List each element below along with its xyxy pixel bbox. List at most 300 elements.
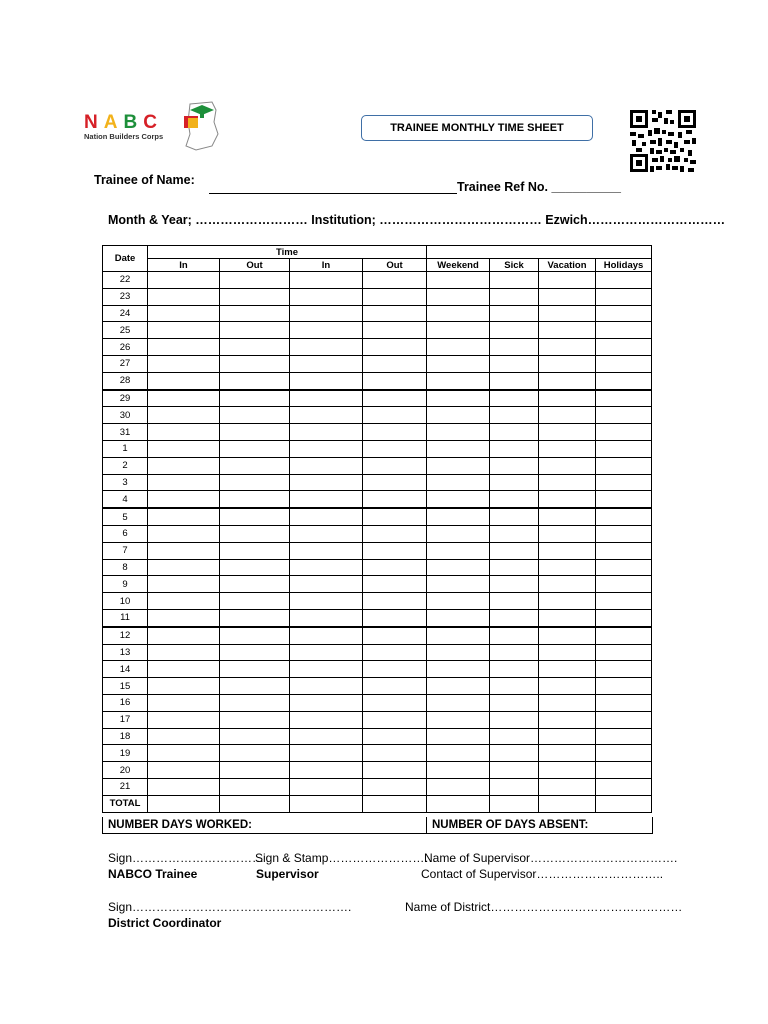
entry-cell[interactable]: [220, 457, 290, 474]
date-cell: 12: [103, 627, 148, 644]
entry-cell[interactable]: [490, 525, 539, 542]
entry-cell[interactable]: [427, 745, 490, 762]
entry-cell[interactable]: [427, 322, 490, 339]
table-row: [103, 474, 652, 491]
entry-cell[interactable]: [363, 305, 427, 322]
entry-cell[interactable]: [148, 424, 220, 441]
entry-cell[interactable]: [539, 407, 596, 424]
entry-cell[interactable]: [539, 525, 596, 542]
entry-cell[interactable]: [148, 355, 220, 372]
total-row: [103, 795, 652, 812]
entry-cell[interactable]: [290, 542, 363, 559]
entry-cell[interactable]: [539, 272, 596, 289]
entry-cell[interactable]: [539, 355, 596, 372]
entry-cell[interactable]: [427, 424, 490, 441]
entry-cell[interactable]: [220, 542, 290, 559]
entry-cell[interactable]: [427, 525, 490, 542]
entry-cell[interactable]: [290, 627, 363, 644]
entry-cell[interactable]: [427, 694, 490, 711]
entry-cell[interactable]: [148, 778, 220, 795]
col-out-2-header: Out: [363, 259, 427, 272]
entry-cell[interactable]: [539, 694, 596, 711]
entry-cell[interactable]: [148, 305, 220, 322]
entry-cell[interactable]: [148, 559, 220, 576]
entry-cell[interactable]: [220, 778, 290, 795]
district-name-line: Name of District…………………………………………: [405, 900, 683, 914]
entry-cell[interactable]: [220, 272, 290, 289]
entry-cell[interactable]: [363, 694, 427, 711]
entry-cell[interactable]: [427, 372, 490, 389]
entry-cell[interactable]: [148, 711, 220, 728]
entry-cell[interactable]: [363, 491, 427, 508]
entry-cell[interactable]: [596, 678, 652, 695]
date-cell: 22: [103, 272, 148, 289]
entry-cell[interactable]: [427, 457, 490, 474]
entry-cell[interactable]: [220, 661, 290, 678]
entry-cell[interactable]: [148, 795, 220, 812]
date-cell: 7: [103, 542, 148, 559]
entry-cell[interactable]: [363, 542, 427, 559]
entry-cell[interactable]: [596, 390, 652, 407]
entry-cell[interactable]: [490, 542, 539, 559]
entry-cell[interactable]: [539, 305, 596, 322]
entry-cell[interactable]: [148, 542, 220, 559]
entry-cell[interactable]: [220, 339, 290, 356]
entry-cell[interactable]: [539, 661, 596, 678]
entry-cell[interactable]: [290, 728, 363, 745]
logo-letter: C: [143, 112, 163, 133]
entry-cell[interactable]: [427, 542, 490, 559]
entry-cell[interactable]: [596, 525, 652, 542]
entry-cell[interactable]: [490, 778, 539, 795]
entry-cell[interactable]: [490, 711, 539, 728]
entry-cell[interactable]: [220, 762, 290, 779]
entry-cell[interactable]: [596, 762, 652, 779]
entry-cell[interactable]: [427, 678, 490, 695]
entry-cell[interactable]: [220, 795, 290, 812]
entry-cell[interactable]: [363, 457, 427, 474]
entry-cell[interactable]: [490, 272, 539, 289]
entry-cell[interactable]: [148, 593, 220, 610]
entry-cell[interactable]: [596, 508, 652, 525]
entry-cell[interactable]: [290, 609, 363, 626]
entry-cell[interactable]: [290, 745, 363, 762]
entry-cell[interactable]: [490, 372, 539, 389]
entry-cell[interactable]: [290, 491, 363, 508]
entry-cell[interactable]: [220, 711, 290, 728]
entry-cell[interactable]: [290, 288, 363, 305]
entry-cell[interactable]: [427, 593, 490, 610]
entry-cell[interactable]: [220, 372, 290, 389]
entry-cell[interactable]: [490, 728, 539, 745]
entry-cell[interactable]: [220, 525, 290, 542]
entry-cell[interactable]: [363, 424, 427, 441]
entry-cell[interactable]: [596, 661, 652, 678]
entry-cell[interactable]: [596, 407, 652, 424]
days-absent-label: NUMBER OF DAYS ABSENT:: [432, 819, 589, 831]
entry-cell[interactable]: [596, 542, 652, 559]
entry-cell[interactable]: [427, 305, 490, 322]
entry-cell[interactable]: [490, 795, 539, 812]
table-row: [103, 711, 652, 728]
entry-cell[interactable]: [596, 424, 652, 441]
entry-cell[interactable]: [490, 559, 539, 576]
entry-cell[interactable]: [427, 609, 490, 626]
entry-cell[interactable]: [490, 440, 539, 457]
entry-cell[interactable]: [363, 559, 427, 576]
entry-cell[interactable]: [490, 762, 539, 779]
entry-cell[interactable]: [363, 778, 427, 795]
entry-cell[interactable]: [363, 525, 427, 542]
entry-cell[interactable]: [220, 745, 290, 762]
entry-cell[interactable]: [148, 694, 220, 711]
table-row: [103, 678, 652, 695]
col-sick-header: Sick: [490, 259, 539, 272]
table-row: [103, 745, 652, 762]
entry-cell[interactable]: [490, 457, 539, 474]
entry-cell[interactable]: [539, 593, 596, 610]
entry-cell[interactable]: [290, 694, 363, 711]
entry-cell[interactable]: [490, 322, 539, 339]
entry-cell[interactable]: [220, 474, 290, 491]
entry-cell[interactable]: [490, 745, 539, 762]
entry-cell[interactable]: [490, 508, 539, 525]
entry-cell[interactable]: [427, 778, 490, 795]
entry-cell[interactable]: [490, 576, 539, 593]
entry-cell[interactable]: [363, 508, 427, 525]
entry-cell[interactable]: [148, 678, 220, 695]
entry-cell[interactable]: [539, 372, 596, 389]
entry-cell[interactable]: [148, 609, 220, 626]
entry-cell[interactable]: [363, 355, 427, 372]
entry-cell[interactable]: [220, 728, 290, 745]
entry-cell[interactable]: [290, 661, 363, 678]
entry-cell[interactable]: [290, 593, 363, 610]
entry-cell[interactable]: [363, 644, 427, 661]
entry-cell[interactable]: [490, 407, 539, 424]
entry-cell[interactable]: [596, 627, 652, 644]
entry-cell[interactable]: [596, 272, 652, 289]
entry-cell[interactable]: [148, 407, 220, 424]
entry-cell[interactable]: [148, 474, 220, 491]
entry-cell[interactable]: [220, 678, 290, 695]
entry-cell[interactable]: [220, 288, 290, 305]
entry-cell[interactable]: [363, 762, 427, 779]
entry-cell[interactable]: [490, 288, 539, 305]
entry-cell[interactable]: [220, 559, 290, 576]
entry-cell[interactable]: [290, 559, 363, 576]
entry-cell[interactable]: [148, 661, 220, 678]
entry-cell[interactable]: [290, 711, 363, 728]
entry-cell[interactable]: [539, 474, 596, 491]
supervisor-sign-stamp-line: Sign & Stamp………………………: [255, 851, 437, 865]
entry-cell[interactable]: [290, 424, 363, 441]
date-cell: 23: [103, 288, 148, 305]
entry-cell[interactable]: [290, 678, 363, 695]
date-cell: 31: [103, 424, 148, 441]
page-title: TRAINEE MONTHLY TIME SHEET: [361, 115, 593, 141]
entry-cell[interactable]: [290, 474, 363, 491]
entry-cell[interactable]: [290, 644, 363, 661]
table-row: [103, 491, 652, 508]
col-holidays-header: Holidays: [596, 259, 652, 272]
entry-cell[interactable]: [427, 627, 490, 644]
entry-cell[interactable]: [427, 762, 490, 779]
entry-cell[interactable]: [220, 593, 290, 610]
entry-cell[interactable]: [427, 644, 490, 661]
entry-cell[interactable]: [539, 644, 596, 661]
entry-cell[interactable]: [490, 644, 539, 661]
entry-cell[interactable]: [596, 559, 652, 576]
entry-cell[interactable]: [363, 322, 427, 339]
entry-cell[interactable]: [539, 390, 596, 407]
table-row: [103, 694, 652, 711]
entry-cell[interactable]: [148, 491, 220, 508]
entry-cell[interactable]: [290, 778, 363, 795]
entry-cell[interactable]: [596, 778, 652, 795]
entry-cell[interactable]: [539, 508, 596, 525]
entry-cell[interactable]: [539, 795, 596, 812]
entry-cell[interactable]: [539, 491, 596, 508]
entry-cell[interactable]: [148, 390, 220, 407]
entry-cell[interactable]: [148, 525, 220, 542]
supervisor-name-line: Name of Supervisor……………………………….: [424, 851, 678, 865]
entry-cell[interactable]: [290, 390, 363, 407]
entry-cell[interactable]: [490, 627, 539, 644]
entry-cell[interactable]: [148, 627, 220, 644]
entry-cell[interactable]: [596, 576, 652, 593]
entry-cell[interactable]: [539, 288, 596, 305]
entry-cell[interactable]: [427, 390, 490, 407]
entry-cell[interactable]: [596, 372, 652, 389]
entry-cell[interactable]: [596, 694, 652, 711]
entry-cell[interactable]: [427, 491, 490, 508]
table-row: [103, 372, 652, 389]
entry-cell[interactable]: [539, 339, 596, 356]
entry-cell[interactable]: [220, 440, 290, 457]
entry-cell[interactable]: [596, 457, 652, 474]
entry-cell[interactable]: [427, 576, 490, 593]
entry-cell[interactable]: [490, 305, 539, 322]
entry-cell[interactable]: [490, 678, 539, 695]
entry-cell[interactable]: [490, 424, 539, 441]
time-header: Time: [148, 246, 427, 259]
table-row: [103, 305, 652, 322]
entry-cell[interactable]: [596, 474, 652, 491]
entry-cell[interactable]: [596, 440, 652, 457]
entry-cell[interactable]: [596, 593, 652, 610]
entry-cell[interactable]: [363, 474, 427, 491]
entry-cell[interactable]: [363, 678, 427, 695]
entry-cell[interactable]: [427, 339, 490, 356]
entry-cell[interactable]: [539, 457, 596, 474]
table-subheader-row: [103, 259, 652, 272]
trainee-name-label: Trainee of Name:: [94, 173, 195, 187]
entry-cell[interactable]: [290, 272, 363, 289]
entry-cell[interactable]: [363, 407, 427, 424]
entry-cell[interactable]: [290, 407, 363, 424]
entry-cell[interactable]: [220, 508, 290, 525]
entry-cell[interactable]: [490, 593, 539, 610]
entry-cell[interactable]: [220, 305, 290, 322]
table-header-row: [103, 246, 652, 259]
entry-cell[interactable]: [596, 728, 652, 745]
entry-cell[interactable]: [427, 795, 490, 812]
entry-cell[interactable]: [596, 305, 652, 322]
date-cell: 15: [103, 678, 148, 695]
entry-cell[interactable]: [427, 407, 490, 424]
entry-cell[interactable]: [290, 322, 363, 339]
entry-cell[interactable]: [148, 440, 220, 457]
entry-cell[interactable]: [148, 457, 220, 474]
entry-cell[interactable]: [148, 322, 220, 339]
entry-cell[interactable]: [290, 508, 363, 525]
entry-cell[interactable]: [148, 372, 220, 389]
absence-header-blank: [427, 246, 652, 259]
entry-cell[interactable]: [363, 745, 427, 762]
entry-cell[interactable]: [427, 440, 490, 457]
entry-cell[interactable]: [539, 322, 596, 339]
entry-cell[interactable]: [220, 576, 290, 593]
col-weekend-header: Weekend: [427, 259, 490, 272]
entry-cell[interactable]: [596, 795, 652, 812]
entry-cell[interactable]: [220, 407, 290, 424]
entry-cell[interactable]: [596, 288, 652, 305]
date-cell: 8: [103, 559, 148, 576]
entry-cell[interactable]: [596, 644, 652, 661]
entry-cell[interactable]: [290, 795, 363, 812]
entry-cell[interactable]: [427, 272, 490, 289]
date-cell: 24: [103, 305, 148, 322]
entry-cell[interactable]: [363, 627, 427, 644]
entry-cell[interactable]: [220, 424, 290, 441]
entry-cell[interactable]: [539, 576, 596, 593]
summary-row: [102, 817, 653, 834]
entry-cell[interactable]: [539, 678, 596, 695]
entry-cell[interactable]: [363, 272, 427, 289]
entry-cell[interactable]: [427, 508, 490, 525]
entry-cell[interactable]: [363, 593, 427, 610]
entry-cell[interactable]: [490, 390, 539, 407]
entry-cell[interactable]: [363, 372, 427, 389]
logo-letter: A: [103, 112, 124, 133]
entry-cell[interactable]: [363, 576, 427, 593]
entry-cell[interactable]: [539, 762, 596, 779]
entry-cell[interactable]: [220, 694, 290, 711]
entry-cell[interactable]: [290, 576, 363, 593]
entry-cell[interactable]: [427, 661, 490, 678]
entry-cell[interactable]: [148, 762, 220, 779]
entry-cell[interactable]: [148, 576, 220, 593]
table-row: [103, 525, 652, 542]
entry-cell[interactable]: [596, 339, 652, 356]
entry-cell[interactable]: [148, 644, 220, 661]
entry-cell[interactable]: [490, 661, 539, 678]
entry-cell[interactable]: [539, 711, 596, 728]
entry-cell[interactable]: [290, 762, 363, 779]
total-label: TOTAL: [103, 795, 148, 812]
entry-cell[interactable]: [427, 711, 490, 728]
date-cell: 17: [103, 711, 148, 728]
entry-cell[interactable]: [148, 339, 220, 356]
entry-cell[interactable]: [363, 728, 427, 745]
entry-cell[interactable]: [539, 609, 596, 626]
entry-cell[interactable]: [148, 272, 220, 289]
entry-cell[interactable]: [363, 609, 427, 626]
entry-cell[interactable]: [427, 559, 490, 576]
trainee-sign-label: NABCO Trainee: [108, 867, 198, 881]
entry-cell[interactable]: [363, 440, 427, 457]
table-row: [103, 355, 652, 372]
entry-cell[interactable]: [148, 745, 220, 762]
entry-cell[interactable]: [363, 661, 427, 678]
entry-cell[interactable]: [290, 305, 363, 322]
entry-cell[interactable]: [539, 728, 596, 745]
logo-subtitle: Nation Builders Corps: [84, 132, 164, 141]
date-cell: 9: [103, 576, 148, 593]
entry-cell[interactable]: [596, 322, 652, 339]
entry-cell[interactable]: [539, 424, 596, 441]
date-cell: 30: [103, 407, 148, 424]
entry-cell[interactable]: [363, 711, 427, 728]
entry-cell[interactable]: [363, 390, 427, 407]
entry-cell[interactable]: [363, 339, 427, 356]
entry-cell[interactable]: [490, 609, 539, 626]
entry-cell[interactable]: [539, 440, 596, 457]
entry-cell[interactable]: [596, 745, 652, 762]
entry-cell[interactable]: [596, 491, 652, 508]
entry-cell[interactable]: [490, 339, 539, 356]
entry-cell[interactable]: [220, 322, 290, 339]
entry-cell[interactable]: [490, 694, 539, 711]
entry-cell[interactable]: [596, 711, 652, 728]
entry-cell[interactable]: [490, 474, 539, 491]
entry-cell[interactable]: [148, 508, 220, 525]
entry-cell[interactable]: [596, 355, 652, 372]
entry-cell[interactable]: [427, 474, 490, 491]
entry-cell[interactable]: [539, 559, 596, 576]
entry-cell[interactable]: [539, 627, 596, 644]
entry-cell[interactable]: [220, 491, 290, 508]
entry-cell[interactable]: [363, 288, 427, 305]
trainee-name-field[interactable]: [209, 193, 457, 194]
entry-cell[interactable]: [148, 728, 220, 745]
entry-cell[interactable]: [220, 627, 290, 644]
entry-cell[interactable]: [290, 457, 363, 474]
entry-cell[interactable]: [427, 288, 490, 305]
table-row: [103, 778, 652, 795]
entry-cell[interactable]: [220, 355, 290, 372]
entry-cell[interactable]: [427, 355, 490, 372]
entry-cell[interactable]: [290, 525, 363, 542]
entry-cell[interactable]: [290, 339, 363, 356]
entry-cell[interactable]: [220, 644, 290, 661]
entry-cell[interactable]: [539, 778, 596, 795]
entry-cell[interactable]: [539, 542, 596, 559]
entry-cell[interactable]: [596, 609, 652, 626]
entry-cell[interactable]: [290, 372, 363, 389]
entry-cell[interactable]: [363, 795, 427, 812]
entry-cell[interactable]: [148, 288, 220, 305]
entry-cell[interactable]: [490, 491, 539, 508]
entry-cell[interactable]: [427, 728, 490, 745]
entry-cell[interactable]: [490, 355, 539, 372]
entry-cell[interactable]: [290, 355, 363, 372]
entry-cell[interactable]: [539, 745, 596, 762]
entry-cell[interactable]: [220, 609, 290, 626]
entry-cell[interactable]: [290, 440, 363, 457]
entry-cell[interactable]: [220, 390, 290, 407]
